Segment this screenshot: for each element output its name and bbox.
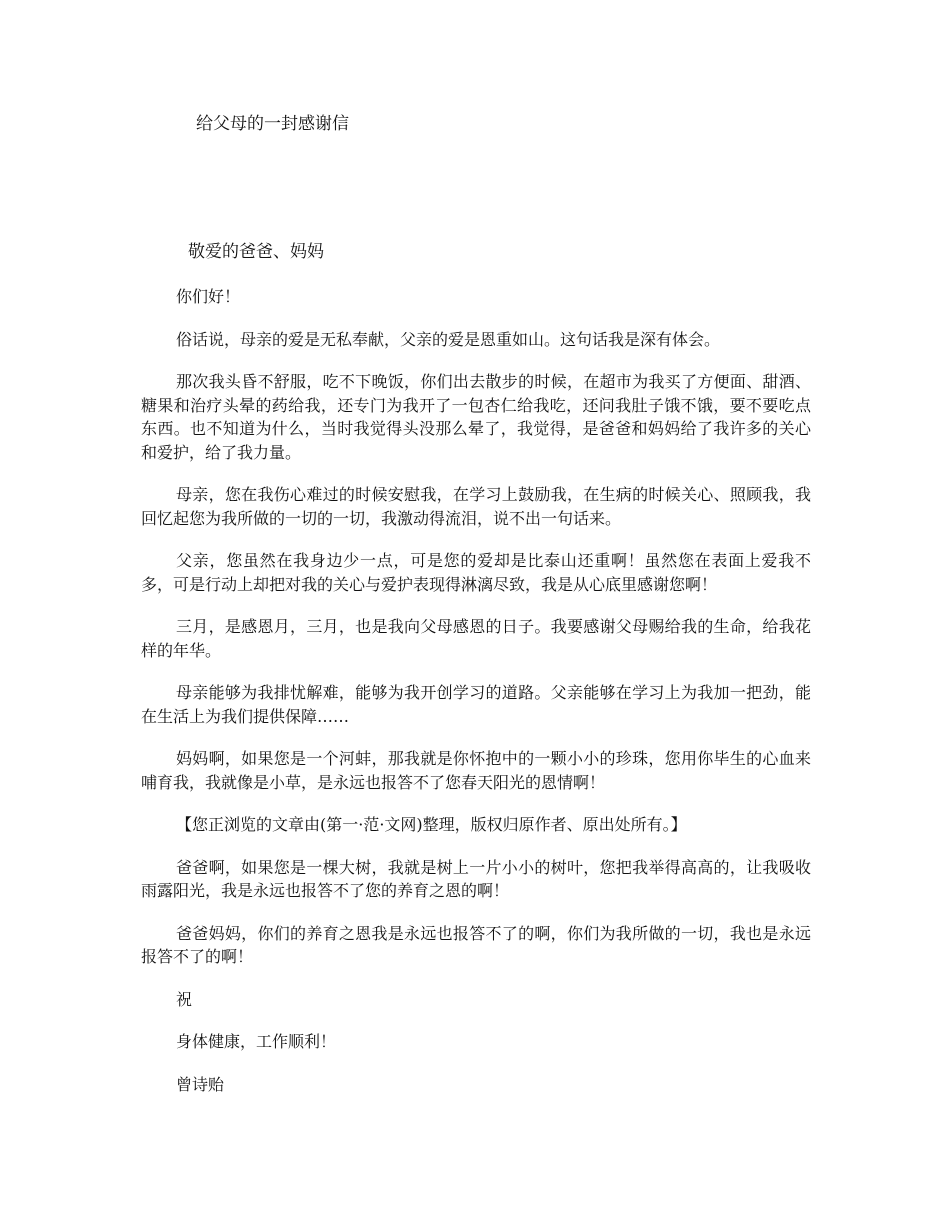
- letter-body: [141, 285, 811, 1115]
- copyright-notice: 【您正浏览的文章由(第一·范·文网)整理，版权归原作者、原出处所有。】: [176, 815, 687, 834]
- body-paragraph: 三月，是感恩月，三月，也是我向父母感恩的日子。我要感谢父母赐给我的生命，给我花样的年华。: [141, 617, 811, 660]
- body-paragraph: 俗话说，母亲的爱是无私奉献，父亲的爱是恩重如山。这句话我是深有体会。: [176, 329, 721, 349]
- greeting-paragraph: 你们好！: [176, 287, 241, 306]
- body-paragraph: 母亲，您在我伤心难过的时候安慰我，在学习上鼓励我，在生病的时候关心、照顾我，我回忆起您为我所做的一切的一切，我激动得流泪，说不出一句话来。: [141, 485, 811, 528]
- body-paragraph: 爸爸妈妈，你们的养育之恩我是永远也报答不了的啊，你们为我所做的一切，我也是永远报答不了的啊！: [141, 923, 811, 966]
- signature: 曾诗贻: [176, 1074, 225, 1094]
- body-paragraph: 父亲，您虽然在我身边少一点，可是您的爱却是比泰山还重啊！虽然您在表面上爱我不多，可是行动上却把对我的关心与爱护表现得淋漓尽致，我是从心底里感谢您啊！: [141, 551, 811, 594]
- closing-wish: 祝: [176, 989, 193, 1009]
- body-paragraph: 爸爸啊，如果您是一棵大树，我就是树上一片小小的树叶，您把我举得高高的，让我吸收雨露阳光，我是永远也报答不了您的养育之恩的啊！: [141, 857, 811, 900]
- body-paragraph: 妈妈啊，如果您是一个河蚌，那我就是你怀抱中的一颗小小的珍珠，您用你毕生的心血来哺育我，我就像是小草，是永远也报答不了您春天阳光的恩情啊！: [141, 749, 811, 792]
- letter-salutation: 敬爱的爸爸、妈妈: [188, 242, 324, 262]
- body-paragraph: 那次我头昏不舒服，吃不下晚饭，你们出去散步的时候，在超市为我买了方便面、甜酒、糖果和治疗头晕的药给我，还专门为我开了一包杏仁给我吃，还问我肚子饿不饿，要不要吃点东西。也不知道为什么，当时我觉得头没那么晕了，我觉得，是爸爸和妈妈给了我许多的关心和爱护，给了我力量。: [141, 372, 811, 462]
- letter-title: 给父母的一封感谢信: [196, 114, 349, 134]
- body-paragraph: 母亲能够为我排忧解难，能够为我开创学习的道路。父亲能够在学习上为我加一把劲，能在生活上为我们提供保障……: [141, 683, 811, 726]
- closing-blessing: 身体健康，工作顺利！: [176, 1032, 337, 1051]
